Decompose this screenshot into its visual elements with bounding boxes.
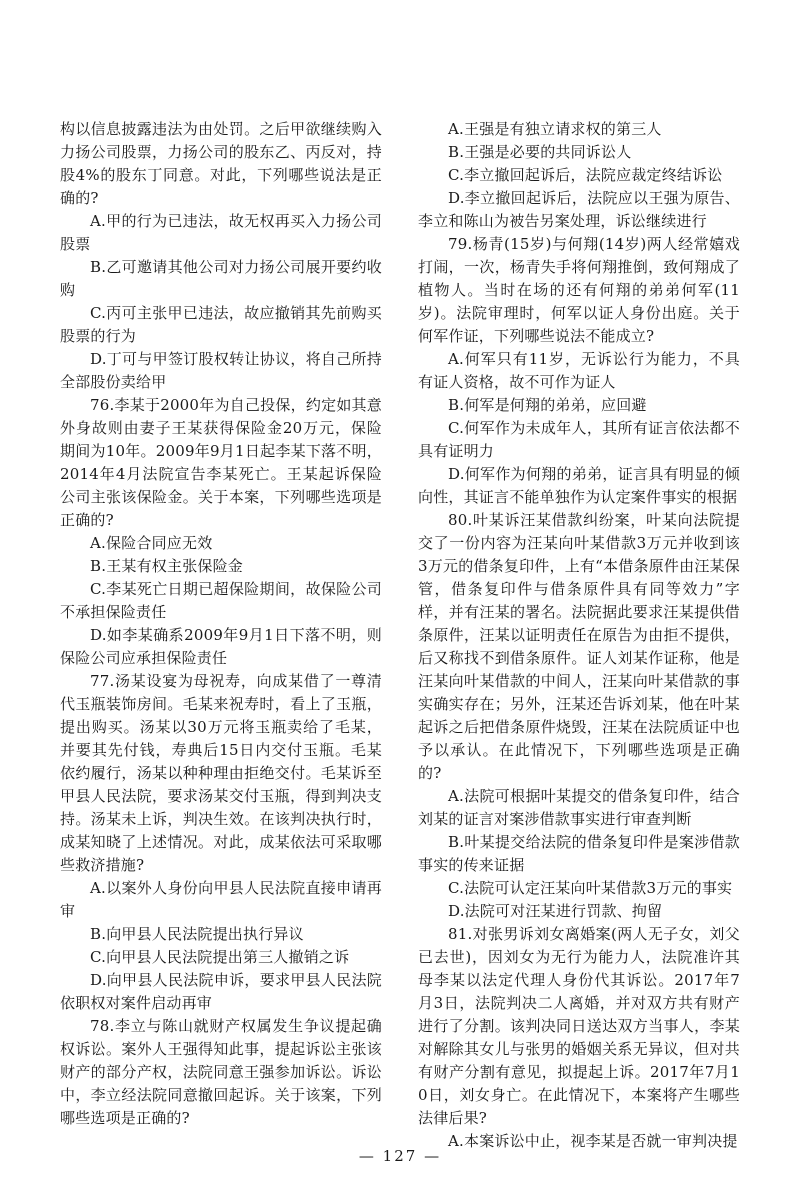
paragraph: D.李立撤回起诉后，法院应以王强为原告、李立和陈山为被告另案处理，诉讼继续进行	[418, 189, 740, 230]
paragraph: 构以信息披露违法为由处罚。之后甲欲继续购入力扬公司股票，力扬公司的股东乙、丙反对，持股4%的股东丁同意。对此，下列哪些说法是正确的?	[60, 120, 382, 207]
paragraph: C.法院可认定汪某向叶某借款3万元的事实	[448, 879, 733, 897]
paragraph: C.何军作为未成年人，其所有证言依法都不具有证明力	[418, 419, 740, 460]
paragraph: A.甲的行为已违法，故无权再买入力扬公司股票	[60, 212, 382, 253]
right-column	[418, 118, 740, 1153]
paragraph: A.保险合同应无效	[90, 534, 213, 552]
paragraph: B.向甲县人民法院提出执行异议	[90, 925, 304, 943]
paragraph: 78.李立与陈山就财产权属发生争议提起确权诉讼。案外人王强得知此事，提起诉讼主张该财产的部分产权，法院同意王强参加诉讼。诉讼中，李立经法院同意撤回起诉。关于该案，下列哪些选项是正确的?	[60, 1017, 382, 1127]
paragraph: B.王强是必要的共同诉讼人	[448, 143, 632, 161]
paragraph: A.王强是有独立请求权的第三人	[448, 120, 662, 138]
paragraph: B.叶某提交给法院的借条复印件是案涉借款事实的传来证据	[418, 833, 740, 874]
paragraph: C.李某死亡日期已超保险期间，故保险公司不承担保险责任	[60, 580, 382, 621]
paragraph: 76.李某于2000年为自己投保，约定如其意外身故则由妻子王某获得保险金20万元，保险期间为10年。2009年9月1日起李某下落不明，2014年4月法院宣告李某死亡。王某起诉保险公司主张该保险金。关于本案，下列哪些选项是正确的?	[60, 396, 382, 529]
paragraph: C.丙可主张甲已违法，故应撤销其先前购买股票的行为	[60, 304, 382, 345]
paragraph: C.向甲县人民法院提出第三人撤销之诉	[90, 948, 350, 966]
paragraph: D.如李某确系2009年9月1日下落不明，则保险公司应承担保险责任	[60, 626, 382, 667]
paragraph: 81.对张男诉刘女离婚案(两人无子女，刘父已去世)，因刘女为无行为能力人，法院准许其母李某以法定代理人身份代其诉讼。2017年7月3日，法院判决二人离婚，并对双方共有财产进行了分割。该判决同日送达双方当事人，李某对解除其女儿与张男的婚姻关系无异议，但对共有财产分割有意见，拟提起上诉。2017年7月10日，刘女身亡。在此情况下，本案将产生哪些法律后果?	[418, 925, 740, 1127]
paragraph: B.何军是何翔的弟弟，应回避	[448, 396, 647, 414]
paragraph: D.向甲县人民法院申诉，要求甲县人民法院依职权对案件启动再审	[60, 971, 382, 1012]
paragraph: D.法院可对汪某进行罚款、拘留	[448, 902, 663, 920]
paragraph: A.法院可根据叶某提交的借条复印件，结合刘某的证言对案涉借款事实进行审查判断	[418, 787, 740, 828]
paragraph: C.李立撤回起诉后，法院应裁定终结诉讼	[448, 166, 723, 184]
paragraph: A.以案外人身份向甲县人民法院直接申请再审	[60, 879, 382, 920]
paragraph: D.丁可与甲签订股权转让协议，将自己所持全部股份卖给甲	[60, 350, 382, 391]
left-column	[60, 118, 382, 1130]
paragraph: D.何军作为何翔的弟弟，证言具有明显的倾向性，其证言不能单独作为认定案件事实的根据	[418, 465, 740, 506]
paragraph: B.王某有权主张保险金	[90, 557, 243, 575]
paragraph: 79.杨青(15岁)与何翔(14岁)两人经常嬉戏打闹，一次，杨青失手将何翔推倒，致何翔成了植物人。当时在场的还有何翔的弟弟何军(11岁)。法院审理时，何军以证人身份出庭。关于何军作证，下列哪些说法不能成立?	[418, 235, 740, 345]
paragraph: A.本案诉讼中止，视李某是否就一审判决提	[448, 1132, 738, 1150]
paragraph: A.何军只有11岁，无诉讼行为能力，不具有证人资格，故不可作为证人	[418, 350, 740, 391]
page-number: — 127 —	[358, 1147, 442, 1165]
paragraph: 80.叶某诉汪某借款纠纷案，叶某向法院提交了一份内容为汪某向叶某借款3万元并收到该3万元的借条复印件，上有“本借条原件由汪某保管，借条复印件与借条原件具有同等效力”字样，并有汪某的署名。法院据此要求汪某提供借条原件，汪某以证明责任在原告为由拒不提供，后又称找不到借条原件。证人刘某作证称，他是汪某向叶某借款的中间人，汪某向叶某借款的事实确实存在；另外，汪某还告诉刘某，他在叶某起诉之后把借条原件烧毁，汪某在法院质证中也予以承认。在此情况下，下列哪些选项是正确的?	[418, 511, 740, 782]
paragraph: 77.汤某设宴为母祝寿，向成某借了一尊清代玉瓶装饰房间。毛某来祝寿时，看上了玉瓶，提出购买。汤某以30万元将玉瓶卖给了毛某，并要其先付钱，寿典后15日内交付玉瓶。毛某依约履行，汤某以种种理由拒绝交付。毛某诉至甲县人民法院，要求汤某交付玉瓶，得到判决支持。汤某未上诉，判决生效。在该判决执行时，成某知晓了上述情况。对此，成某依法可采取哪些救济措施?	[60, 672, 382, 874]
paragraph: B.乙可邀请其他公司对力扬公司展开要约收购	[60, 258, 382, 299]
